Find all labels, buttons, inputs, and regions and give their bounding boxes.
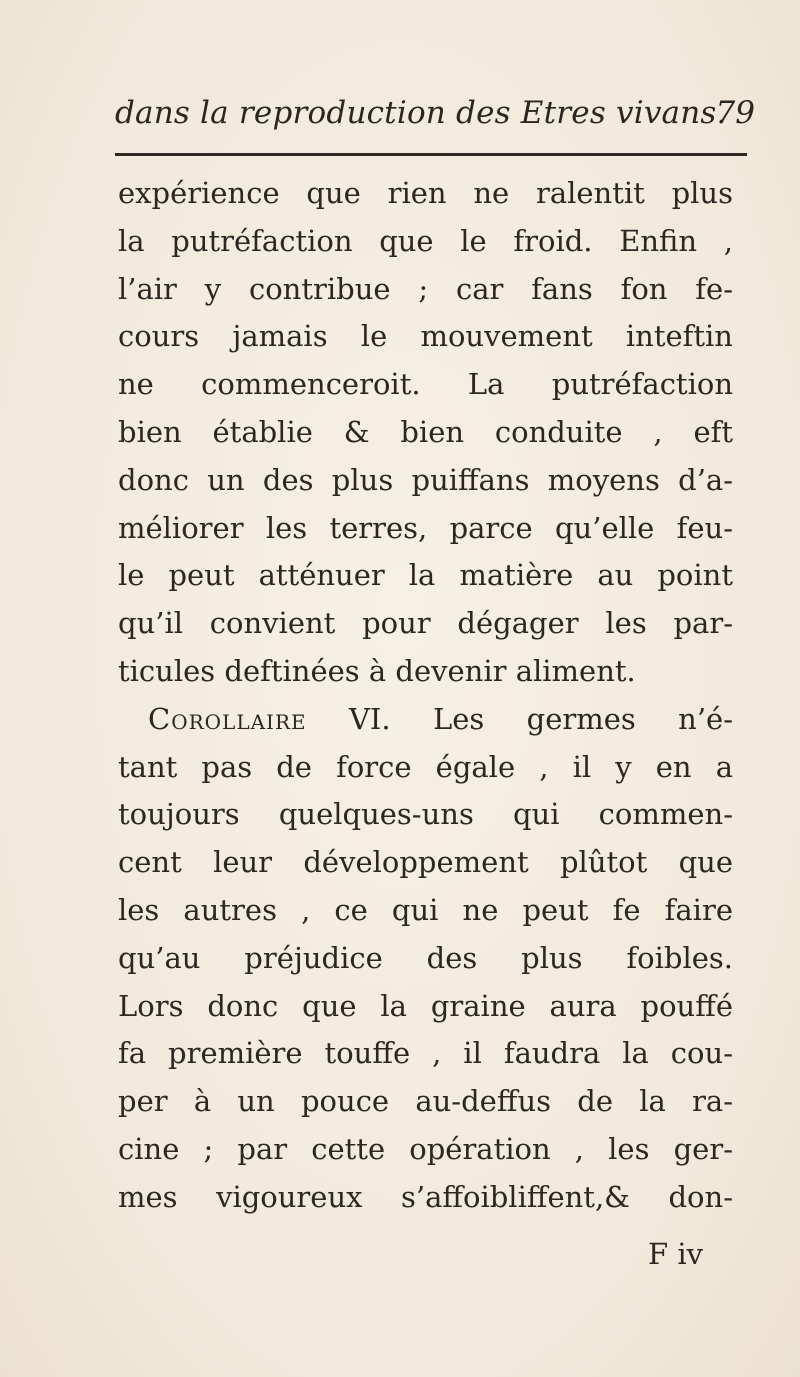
text-line: cent leur développement plûtot que	[118, 845, 733, 880]
corollary-line	[118, 696, 733, 744]
text-line: Lors donc que la graine aura pouffé	[118, 988, 733, 1023]
text-line: ticules deftinées à devenir aliment.	[118, 653, 636, 688]
text-line: tant pas de force égale , il y en a	[118, 749, 733, 784]
text-line: cine ; par cette opération , les ger-	[118, 1131, 733, 1166]
text-line: per à un pouce au-deffus de la ra-	[118, 1084, 733, 1119]
text-line: fa première touffe , il faudra la cou-	[118, 1036, 733, 1071]
text-line: ne commenceroit. La putréfaction	[118, 367, 733, 402]
body-text	[118, 170, 733, 1222]
text-line: bien établie & bien conduite , eft	[118, 414, 733, 449]
text-line: le peut atténuer la matière au point	[118, 558, 733, 593]
corollary-label: Corollaire	[148, 701, 307, 736]
text-line: qu’il convient pour dégager les par-	[118, 606, 733, 641]
text-line: qu’au préjudice des plus foibles.	[118, 940, 733, 975]
text-line: l’air y contribue ; car fans fon fe-	[118, 271, 733, 306]
running-head	[115, 95, 755, 135]
page-number: 79	[715, 95, 755, 131]
running-title: dans la reproduction des Etres vivans.	[115, 95, 727, 131]
header-rule	[115, 153, 747, 156]
text-line: donc un des plus puiffans moyens d’a-	[118, 462, 733, 497]
text-line: cours jamais le mouvement inteftin	[118, 319, 733, 354]
text-line: VI. Les germes n’é-	[348, 701, 734, 736]
text-line: la putréfaction que le froid. Enfin ,	[118, 223, 733, 258]
signature-mark: F iv	[648, 1237, 703, 1271]
text-line: méliorer les terres, parce qu’elle feu-	[118, 510, 733, 545]
text-line: toujours quelques-uns qui commen-	[118, 797, 733, 832]
text-line: les autres , ce qui ne peut fe faire	[118, 892, 733, 927]
text-line: expérience que rien ne ralentit plus	[118, 176, 733, 210]
text-line: mes vigoureux s’affoibliffent,& don-	[118, 1179, 733, 1214]
